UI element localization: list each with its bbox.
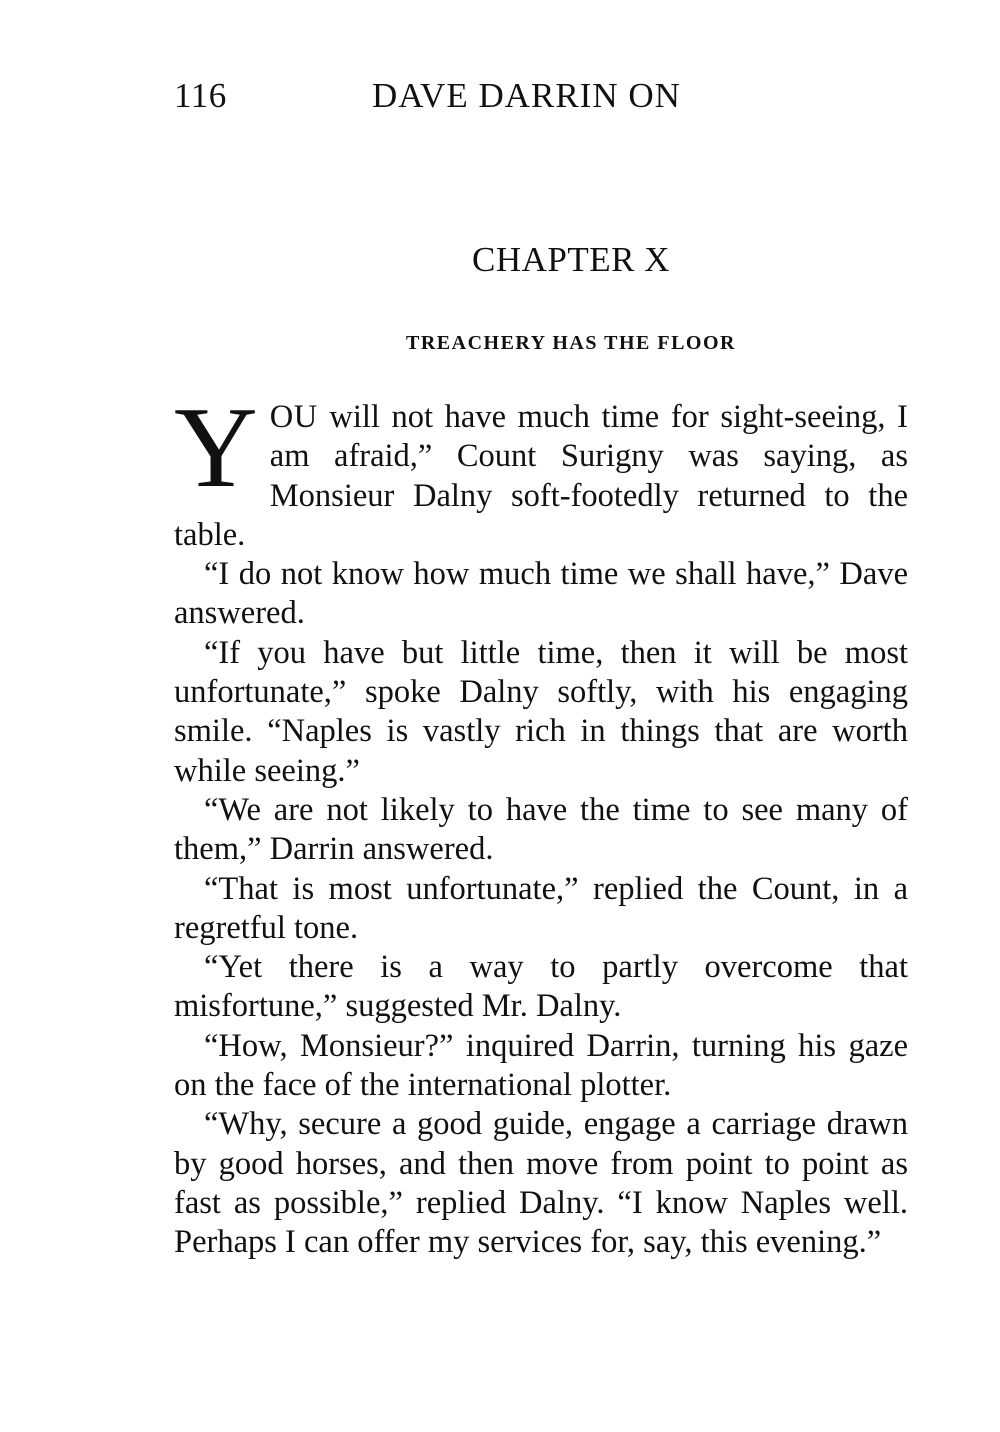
paragraph-4: “We are not likely to have the time to see many of them,” Darrin answered. xyxy=(174,791,908,868)
page-number: 116 xyxy=(174,76,227,115)
paragraph-8: “Why, secure a good guide, engage a carriage drawn by good horses, and then move from point to point as fast as possible,” replied Dalny. “I know Naples well. Perhaps I can offer my services for, say, this evening.” xyxy=(174,1106,908,1261)
running-title: DAVE DARRIN ON xyxy=(372,76,681,115)
paragraph-6: “Yet there is a way to partly overcome that misfortune,” suggested Mr. Dalny. xyxy=(174,949,908,1025)
paragraph-7: “How, Monsieur?” inquired Darrin, turning his gaze on the face of the international plotter. xyxy=(174,1027,908,1104)
paragraph-5: “That is most unfortunate,” replied the Count, in a regretful tone. xyxy=(174,870,908,946)
body-text xyxy=(174,384,908,1263)
paragraph-1-lead: OU xyxy=(269,399,318,435)
chapter-title: TREACHERY HAS THE FLOOR xyxy=(406,332,736,354)
paragraph-2: “I do not know how much time we shall have,” Dave answered. xyxy=(174,556,908,632)
chapter-heading: CHAPTER X xyxy=(472,240,670,279)
drop-cap: Y xyxy=(174,384,258,512)
paragraph-3: “If you have but little time, then it will be most unfortunate,” spoke Dalny softly, with his engaging smile. “Naples is vastly rich in things that are worth while seeing.” xyxy=(174,634,908,789)
running-head xyxy=(174,74,908,118)
paragraph-1-text: will not have much time for sight-seeing, I am afraid,” Count Surigny was saying, as Monsieur Dalny soft-footedly returned to the table. xyxy=(174,399,908,553)
paragraph-1 xyxy=(174,384,908,555)
